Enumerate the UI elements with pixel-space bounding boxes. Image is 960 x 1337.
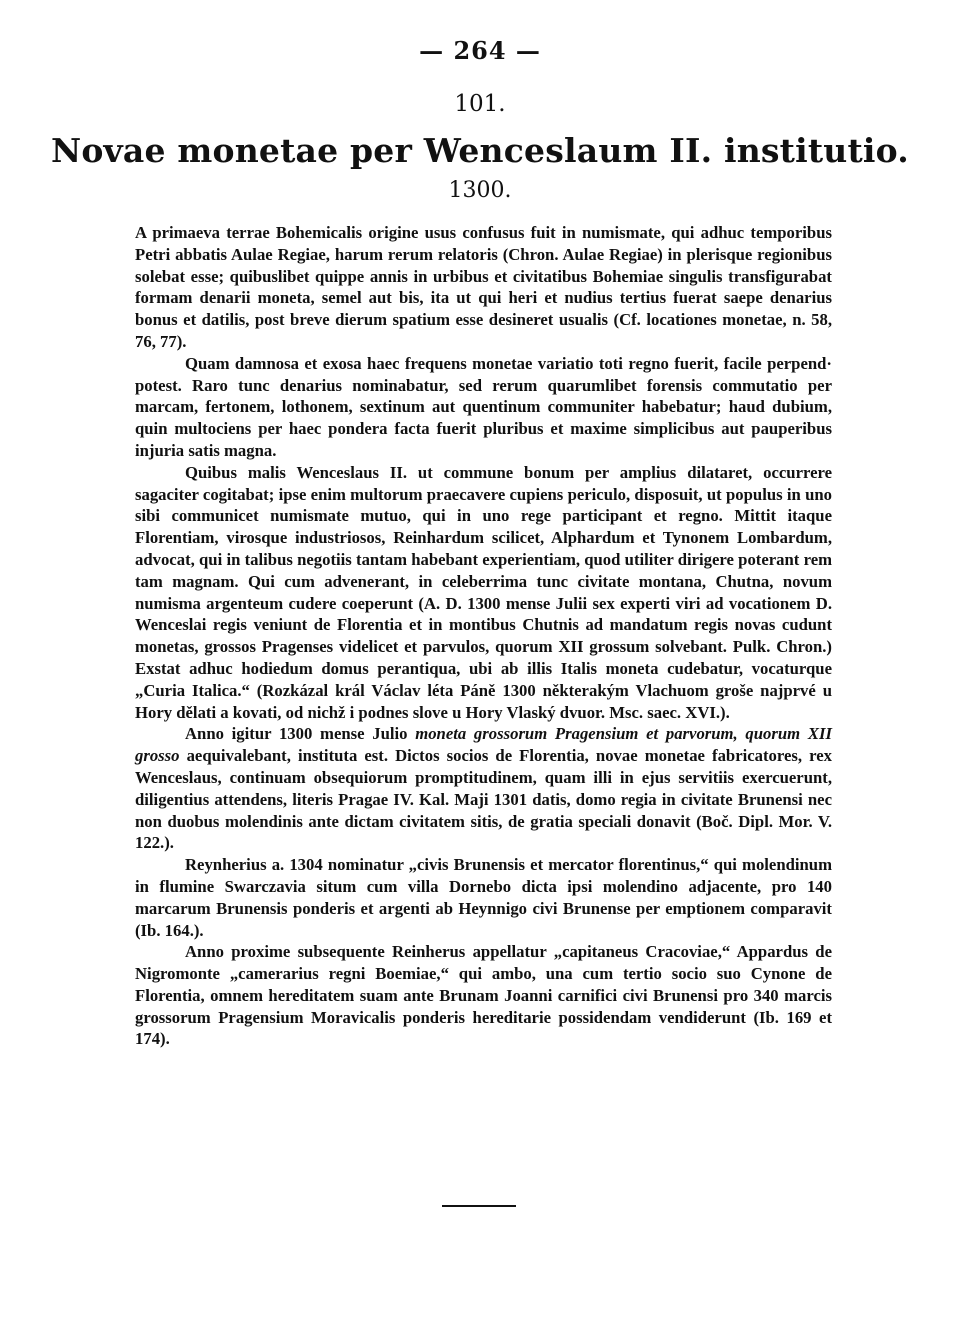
page-number: — 264 — xyxy=(419,36,541,65)
paragraph-1: A primaeva terrae Bohemicalis origine usus confusus fuit in numismate, qui adhuc temporibus Petri abbatis Aulae Regiae, harum rerum relatoris (Chron. Aulae Regiae) in plerisque regionibus solebat esse; quibuslibet quippe annis in urbibus et civitatibus Bohemiae singulis transfigurabat formam denarii moneta, semel aut bis, ita ut qui heri et nudius tertius fuerat saepe denarius bonus et datilis, post breve dierum spatium esse desineret usualis (Cf. locationes monetae, n. 58, 76, 77). xyxy=(135,223,832,351)
paragraph-5: Reynherius a. 1304 nominatur „civis Brunensis et mercator florentinus,“ qui molendinum in flumine Swarczavia situm cum villa Dornebo dicta ipsi molendino adjacente, pro 140 marcarum Brunensis ponderis et argenti ab Heynnigo civi Brunense per emptionem comparavit (Ib. 164.). xyxy=(135,855,832,940)
document-number: 101. xyxy=(454,91,506,117)
paragraph-4-start: Anno igitur 1300 mense Julio xyxy=(185,724,416,744)
paragraph-4 xyxy=(135,723,832,854)
paragraph-6: Anno proxime subsequente Reinherus appellatur „capitaneus Cracoviae,“ Appardus de Nigromonte „camerarius regni Boemiae,“ qui ambo, una cum tertio socio suo Cynone de Florentia, omnem hereditatem suam ante Brunam Joanni carnifici civi Brunensi pro 340 marcis grossorum Pragensium Moravicalis ponderis hereditarie possidendam vendiderunt (Ib. 169 et 174). xyxy=(135,942,832,1049)
document-year: 1300. xyxy=(448,178,512,203)
end-rule xyxy=(442,1205,516,1207)
paragraph-2: Quam damnosa et exosa haec frequens monetae variatio toti regno fuerit, facile perpend· potest. Raro tunc denarius nominabatur, sed rerum quarumlibet forensis commutatio per marcam, fertonem, lothonem, sextinum aut quentinum communiter habebatur; haud dubium, quin multociens per haec pondera facta fuerit pluribus et maxime simplicibus aut pauperibus injuria satis magna. xyxy=(135,353,832,460)
paragraph-4-italic: moneta grossorum Pragensium et parvorum, quorum XII grosso xyxy=(135,724,832,766)
document-title: Novae monetae per Wenceslaum II. institutio. xyxy=(50,131,909,170)
paragraph-3: Quibus malis Wenceslaus II. ut commune bonum per amplius dilataret, occurrere sagaciter cogitabat; ipse enim multorum praecavere cupiens periculo, disposuit, ut populus in uno sibi communicet numismate mutuo, qui in uno rege participant et regno. Mittit itaque Florentiam, virosque industriosos, Reinhardum scilicet, Alphardum et Tynonem Lombardum, advocat, qui in talibus negotiis tantam habebant experientiam, quod utiliter dirigere poterant rem tam magnam. Qui cum advenerant, in celeberrima tunc civitate montana, Chutna, novum numisma argenteum cudere coeperunt (A. D. 1300 mense Julii sex experti viri ad vocationem D. Wenceslai regis veniunt de Florentia et in montibus Chutnis ad mandatum regis novas cudunt monetas, grossos Pragenses videlicet et parvulos, quorum XII grossum solvebant. Pulk. Chron.) Exstat adhuc hodiedum domus perantiqua, ubi ab illis Italis moneta cudebatur, vocaturque „Curia Italica.“ (Rozkázal král Václav léta Páně 1300 některakým Vlachuom groše najprvé u Hory dělati a kovati, od nichž i podnes slove u Hory Vlaský dvuor. Msc. saec. XVI.). xyxy=(135,462,832,722)
body-text xyxy=(135,222,832,1050)
paragraph-4-end: aequivalebant, instituta est. Dictos socios de Florentia, novae monetae fabricatores, rex Wenceslaus, continuam obsequiorum promptitudinem, quam illi in ejus servitiis exercuerunt, diligentius attendens, literis Pragae IV. Kal. Maji 1301 datis, domo regia in civitate Brunensi nec non duobus molendinis ante dictam civitatem sitis, de gratia speciali donavit (Boč. Dipl. Mor. V. 122.). xyxy=(135,746,832,853)
